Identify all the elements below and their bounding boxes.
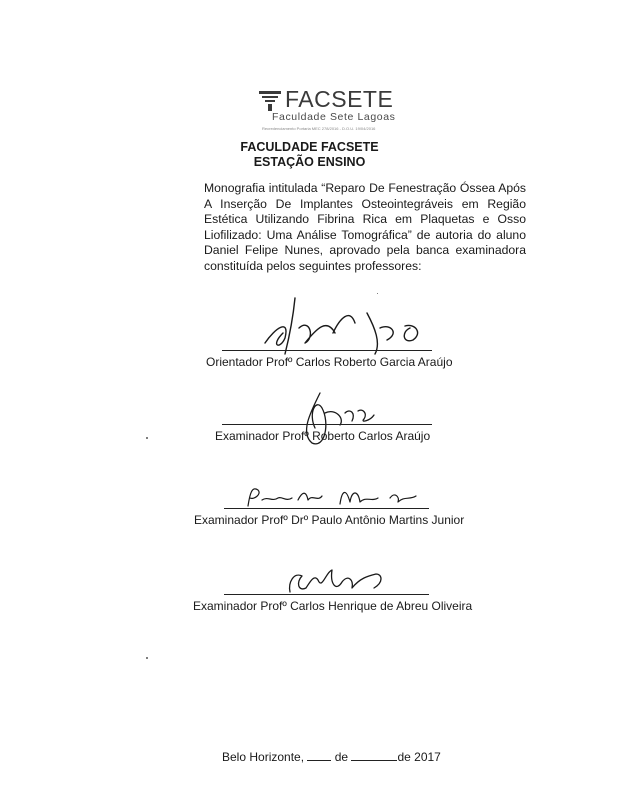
city-label: Belo Horizonte, [222, 750, 305, 764]
signature-line-1 [222, 350, 432, 351]
intro-paragraph: Monografia intitulada “Reparo De Fenestração Óssea Após A Inserção De Implantes Osteointegráveis em Região Estética Utilizando Fibrina Rica em Plaquetas e Osso Liofilizado: Uma Análise Tomográfica” de autoria do aluno Daniel Felipe Nunes, aprovado pela banca examinadora constituída pelos seguintes professores: [204, 181, 526, 273]
unit-name: ESTAÇÃO ENSINO [253, 155, 366, 169]
de-label-1: de [334, 750, 349, 764]
signature-1 [255, 288, 435, 358]
signature-caption-2: Examinador Profº Roberto Carlos Araújo [215, 429, 431, 443]
school-name: FACULDADE FACSETE [240, 140, 379, 154]
facsete-logo [258, 88, 398, 136]
date-line [222, 749, 441, 764]
scan-speck [146, 437, 148, 439]
logo-note: Recredenciamento Portaria MEC 278/2016 - D.O.U. 19/04/2016 [262, 126, 376, 131]
de-label-2: de [397, 750, 411, 764]
year-label: 2017 [414, 750, 441, 764]
day-blank [307, 749, 331, 761]
signature-caption-1: Orientador Profº Carlos Roberto Garcia Araújo [206, 355, 453, 369]
signature-line-2 [222, 424, 432, 425]
signature-line-4 [224, 594, 429, 595]
logo-name: FACSETE [285, 86, 394, 112]
scan-speck [146, 657, 148, 659]
logo-subtitle: Faculdade Sete Lagoas [272, 111, 396, 123]
scan-speck [377, 293, 378, 294]
signature-caption-3: Examinador Profº Drº Paulo Antônio Martins Junior [194, 513, 465, 527]
signature-caption-4: Examinador Profº Carlos Henrique de Abreu Oliveira [193, 599, 473, 613]
month-blank [351, 749, 397, 761]
logo-mark-icon [258, 90, 282, 112]
signature-4 [280, 562, 390, 602]
signature-line-3 [224, 508, 429, 509]
